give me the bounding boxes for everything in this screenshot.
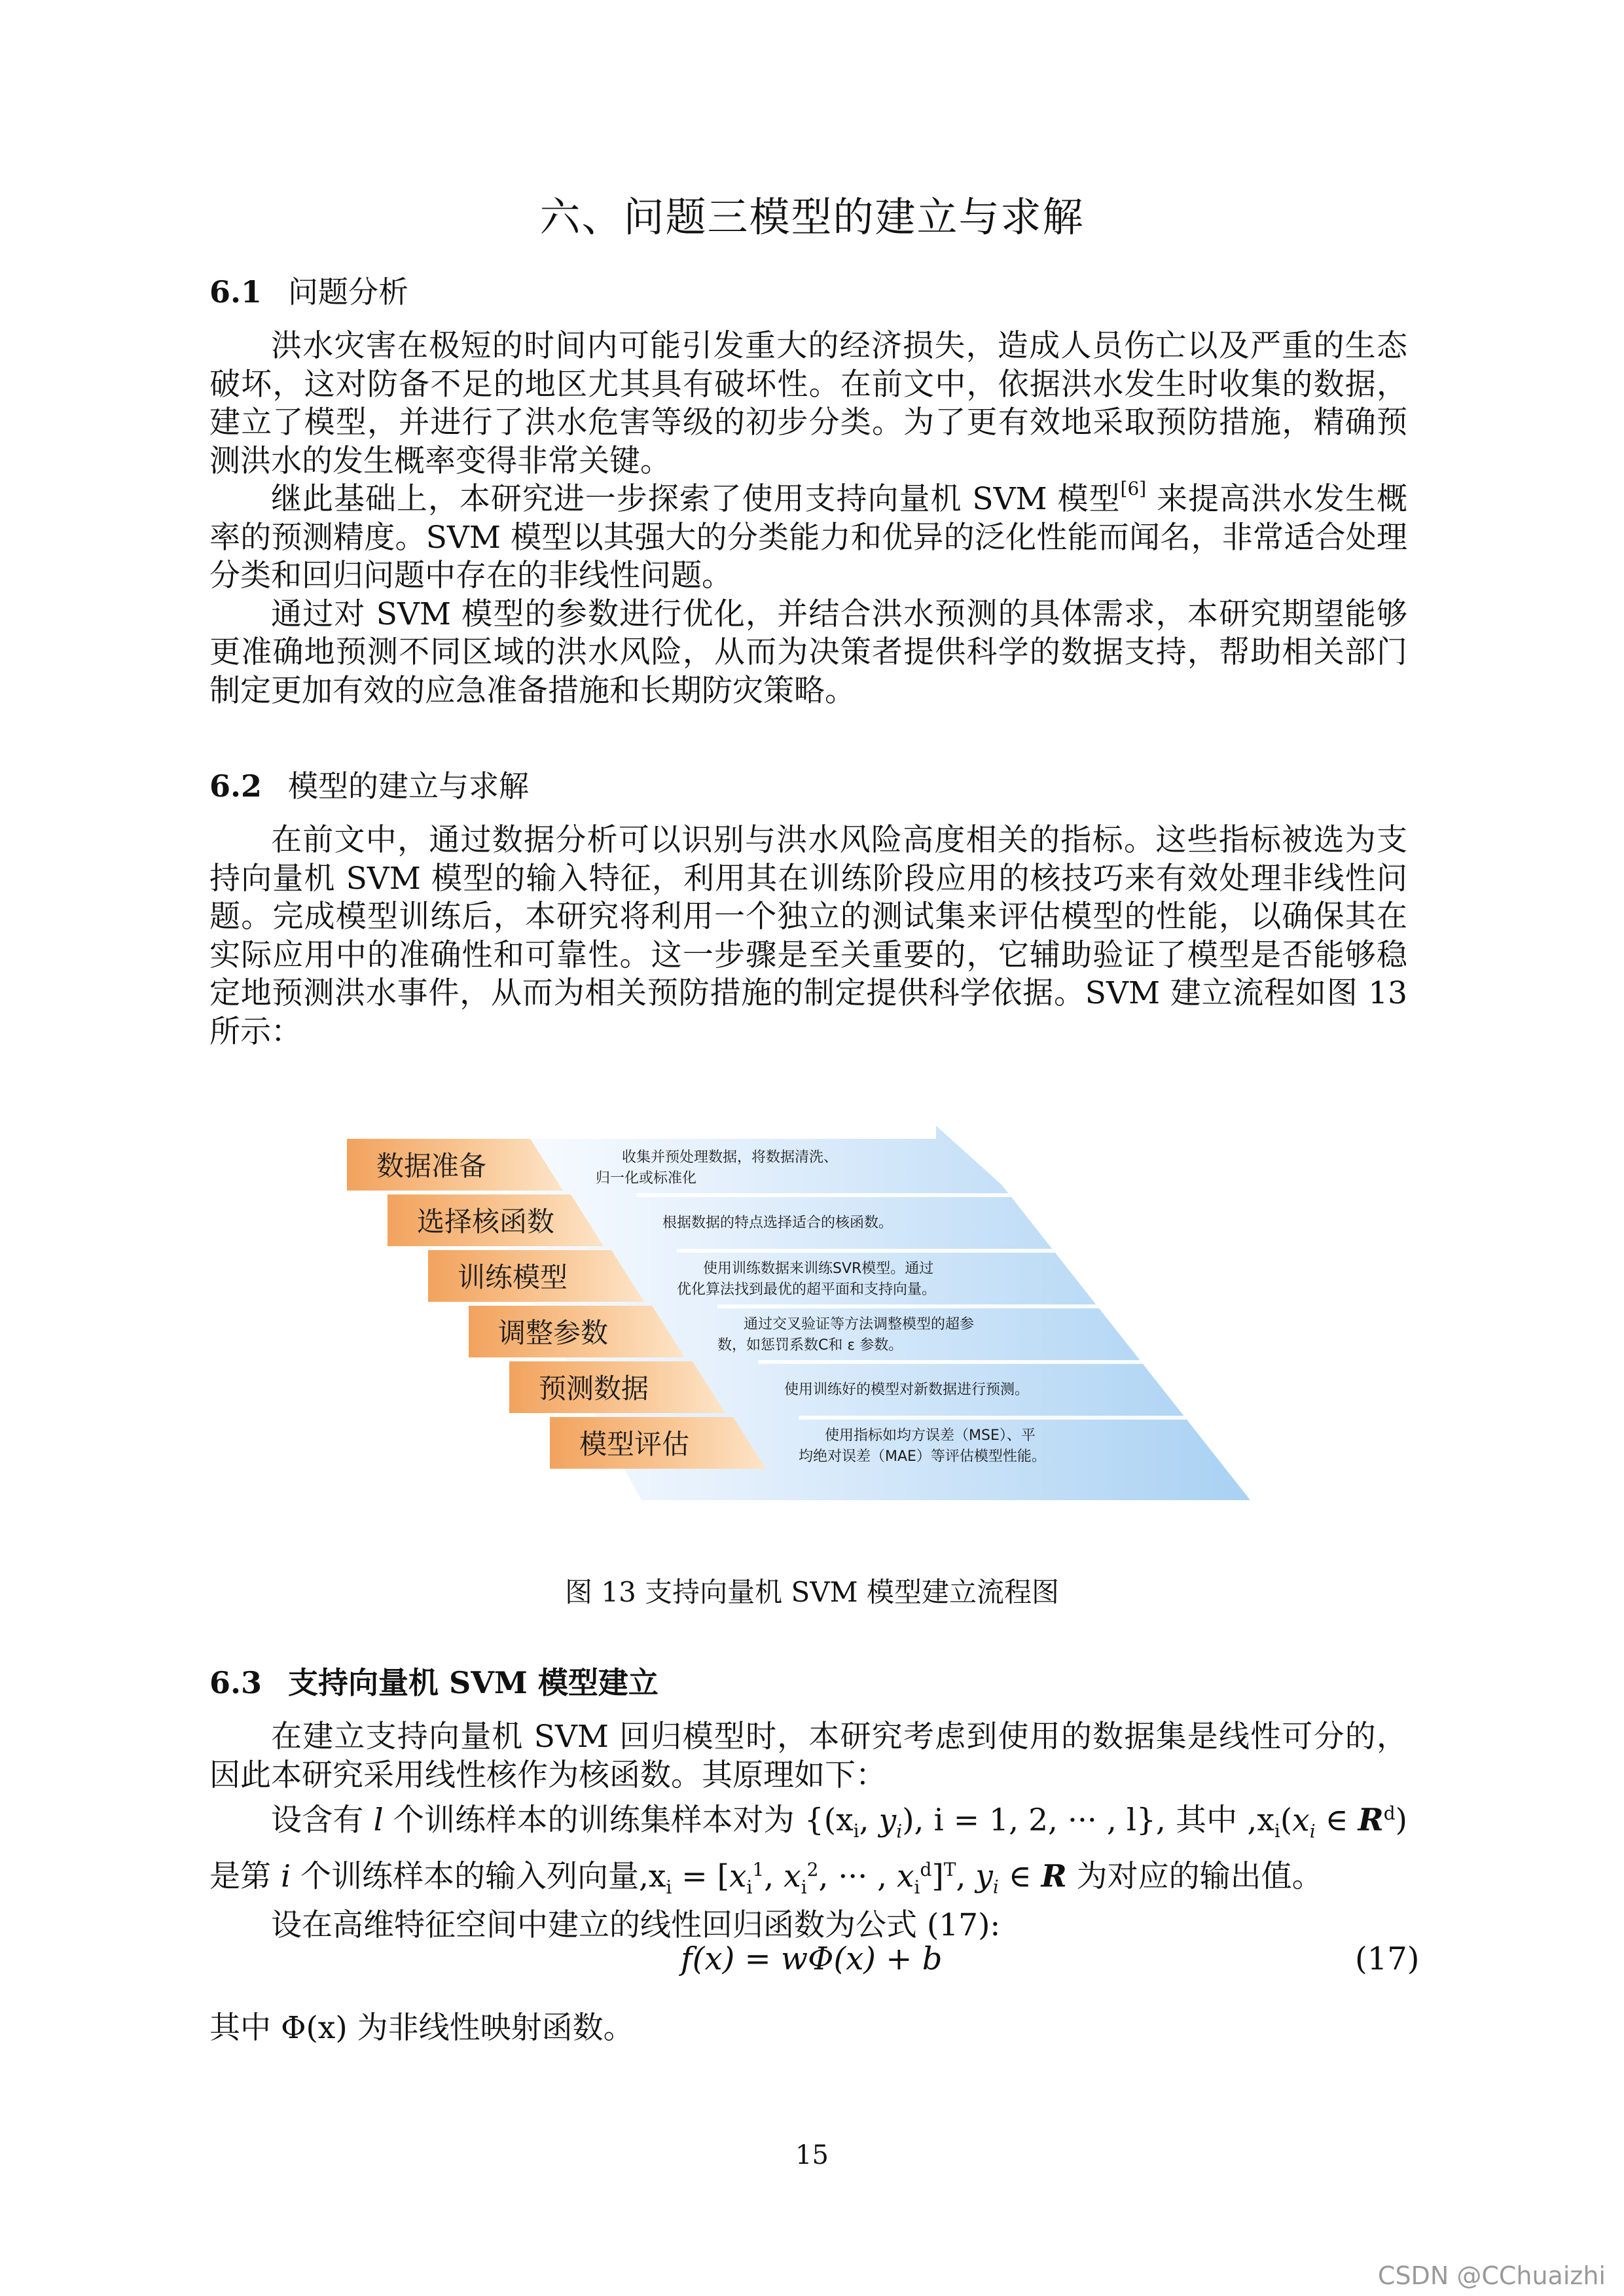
text-run: 个训练样本的输入列向量,x: [291, 1858, 666, 1895]
flow-step-desc: 使用训练好的模型对新数据进行预测。: [784, 1382, 1030, 1398]
paragraph: 其中 Φ(x) 为非线性映射函数。: [209, 2010, 634, 2046]
citation[interactable]: [6]: [1120, 478, 1147, 499]
text-run: 是第: [209, 1858, 281, 1895]
flow-step-label: 选择核函数: [417, 1206, 555, 1238]
flow-step-desc: 数，如惩罚系数C和 ε 参数。: [717, 1337, 903, 1354]
flow-step-desc: 使用指标如均方误差（MSE）、平: [825, 1427, 1036, 1444]
text-run: ), i = 1, 2, ··· , l}, 其中 ,x: [902, 1802, 1274, 1839]
paragraph: 设在高维特征空间中建立的线性回归函数为公式 (17):: [271, 1907, 1001, 1944]
text-run: 来提高洪水发生概率的预测精度。SVM 模型以其强大的分类能力和优异的泛化性能而闻名，非常适合处理分类和回归问题中存在的非线性问题。: [209, 481, 1407, 594]
section-title: 问题分析: [288, 274, 408, 310]
chapter-title: 六、问题三模型的建立与求解: [539, 193, 1085, 241]
watermark: CSDN @CChuaizhi: [1377, 2261, 1606, 2290]
flow-step-label: 训练模型: [458, 1261, 568, 1293]
math-var: i: [280, 1858, 291, 1895]
section-heading-6-1: [209, 268, 408, 312]
section-number: 6.1: [209, 274, 262, 310]
flow-step-label: 预测数据: [539, 1372, 649, 1405]
paragraph: 在建立支持向量机 SVM 回归模型时，本研究考虑到使用的数据集是线性可分的，因此本研究采用线性核作为核函数。其原理如下：: [209, 1719, 1407, 1793]
flow-step-desc: 收集并预处理数据，将数据清洗、: [622, 1149, 839, 1166]
section-title: 模型的建立与求解: [288, 768, 529, 804]
section-title: 支持向量机 SVM 模型建立: [288, 1665, 659, 1700]
page-number: 15: [795, 2140, 829, 2170]
section-number: 6.2: [209, 768, 262, 804]
section-heading-6-2: [209, 762, 529, 806]
flow-step-desc: 通过交叉验证等方法调整模型的超参: [744, 1316, 975, 1333]
paragraph: 在前文中，通过数据分析可以识别与洪水风险高度相关的指标。这些指标被选为支持向量机 SVM 模型的输入特征，利用其在训练阶段应用的核技巧来有效处理非线性问题。完成模型训练后，本研究将利用一个独立的测试集来评估模型的性能，以确保其在实际应用中的准确性和可靠性。这一步骤是至关重要的，它辅助验证了模型是否能够稳定地预测洪水事件，从而为相关预防措施的制定提供科学依据。SVM 建立流程如图 13 所示：: [209, 822, 1407, 1050]
text-run: 继此基础上，本研究进一步探索了使用支持向量机 SVM 模型: [271, 481, 1121, 517]
flow-step-label: 调整参数: [498, 1317, 609, 1349]
flow-step-desc: 均绝对误差（MAE）等评估模型性能。: [799, 1448, 1046, 1465]
flow-step-desc: 根据数据的特点选择适合的核函数。: [662, 1215, 893, 1231]
text-run: 设含有: [271, 1802, 374, 1839]
paragraph: 通过对 SVM 模型的参数进行优化，并结合洪水预测的具体需求，本研究期望能够更准确地预测不同区域的洪水风险，从而为决策者提供科学的数据支持，帮助相关部门制定更加有效的应急准备措施和长期防灾策略。: [209, 596, 1407, 709]
section-number: 6.3: [209, 1665, 262, 1700]
figure-caption: 图 13 支持向量机 SVM 模型建立流程图: [565, 1576, 1059, 1608]
formula-17: f(x) = wΦ(x) + b: [681, 1941, 943, 1977]
formula-note: [209, 2009, 1407, 2048]
text-run: 为对应的输出值。: [1066, 1858, 1323, 1895]
paragraph: [209, 480, 1407, 596]
flow-step-desc: 优化算法找到最优的超平面和支持向量。: [677, 1282, 937, 1298]
flow-step-label: 数据准备: [376, 1150, 487, 1182]
math-var: l: [373, 1802, 384, 1839]
paragraph: 洪水灾害在极短的时间内可能引发重大的经济损失，造成人员伤亡以及严重的生态破坏，这对防备不足的地区尤其具有破坏性。在前文中，依据洪水发生时收集的数据，建立了模型，并进行了洪水危害等级的初步分类。为了更有效地采取预防措施，精确预测洪水的发生概率变得非常关键。: [209, 328, 1407, 479]
section-6-2-body: [209, 821, 1407, 1051]
equation-number: (17): [1355, 1941, 1420, 1977]
svm-flowchart: [347, 1126, 1263, 1505]
section-6-3-body: [209, 1718, 1407, 1945]
flow-step-desc: 使用训练数据来训练SVR模型。通过: [703, 1261, 934, 1277]
paragraph: 设含有 l 个训练样本的训练集样本对为 {($x_i$, $y_i$), i = 1, 2, ··· , l}, 其中 $,x_i(x_i$ ∈ $R^d$) 是第 i 个训练样本的输入列向量$,x_i = [x_i^1$, $x_i^2$, ··· , $x_i^d]^T$, $y_i$ ∈ R 为对应的输出值。: [209, 1802, 1407, 1898]
text-run: 个训练样本的训练集样本对为 {(x: [383, 1802, 854, 1839]
flow-step-desc: 归一化或标准化: [596, 1170, 697, 1187]
flow-step-label: 模型评估: [579, 1428, 690, 1460]
section-heading-6-3: [209, 1659, 659, 1702]
section-6-1-body: [209, 327, 1407, 710]
